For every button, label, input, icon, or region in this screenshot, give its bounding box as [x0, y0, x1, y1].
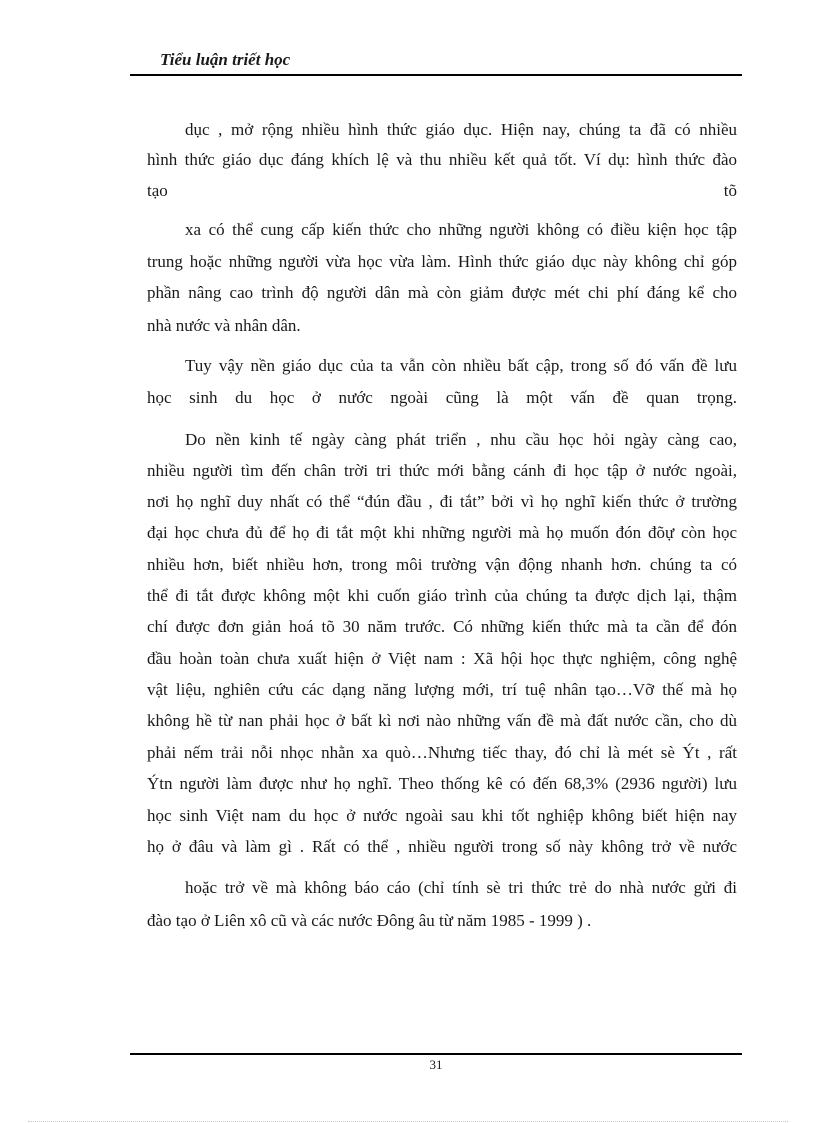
body-line-5: phần nâng cao trình độ người dân mà còn giảm được mét chi phí đáng kể cho [147, 283, 737, 302]
body-line-20: Ýtn người làm được như họ nghĩ. Theo thống kê có đến 68,3% (2936 người) lưu [147, 774, 737, 793]
body-line-9: Do nền kinh tế ngày càng phát triển , nhu cầu học hỏi ngày càng cao, [185, 430, 737, 449]
body-line-24: đào tạo ở Liên xô cũ và các nước Đông âu từ năm 1985 - 1999 ) . [147, 911, 592, 930]
body-line-12: đại học chưa đủ để họ đi tắt một khi những người mà họ muốn đón đõự còn học [147, 523, 737, 542]
body-line-22: họ ở đâu và làm gì . Rất có thể , nhiều người trong số này không trở về nước [147, 837, 737, 856]
body-line-3: xa có thể cung cấp kiến thức cho những người không có điều kiện học tập [185, 220, 737, 239]
body-line-1: dục , mở rộng nhiều hình thức giáo dục. Hiện nay, chúng ta đã có nhiều [185, 120, 737, 139]
body-line-4: trung hoặc những người vừa học vừa làm. Hình thức giáo dục này không chỉ góp [147, 252, 737, 271]
split-line-left: tạo [147, 181, 168, 200]
body-line-split [147, 181, 737, 201]
body-line-15: chí được đơn giản hoá tõ 30 năm trước. Có những kiến thức mà ta cần để đón [147, 617, 737, 636]
body-line-2: hình thức giáo dục đáng khích lệ và thu nhiều kết quả tốt. Ví dụ: hình thức đào [147, 150, 737, 169]
split-line-right: tõ [723, 181, 737, 200]
body-line-8: học sinh du học ở nước ngoài cũng là một vấn đề quan trọng. [147, 388, 737, 407]
body-line-11: nơi họ nghĩ duy nhất có thể “đún đầu , đi tắt” bởi vì họ nghĩ kiến thức ở trường [147, 492, 737, 511]
body-line-14: thể đi tắt được không một khi cuốn giáo trình của chúng ta được dịch lại, thậm [147, 586, 737, 605]
body-line-6: nhà nước và nhân dân. [147, 316, 301, 335]
body-line-21: học sinh Việt nam du học ở nước ngoài sau khi tốt nghiệp không biết hiện nay [147, 806, 737, 825]
body-line-17: vật liệu, nghiên cứu các dạng năng lượng mới, trí tuệ nhân tạo…Vỡ thế mà họ [147, 680, 737, 699]
page-header-title: Tiểu luận triết học [160, 50, 291, 69]
body-line-13: nhiều hơn, biết nhiều hơn, trong môi trường vận động nhanh hơn. chúng ta có [147, 555, 737, 574]
body-line-18: không hề từ nan phải học ở bất kì nơi nào những vấn đề mà đất nước cần, cho dù [147, 711, 737, 730]
body-line-19: phải nếm trải nỗi nhọc nhằn xa quò…Nhưng tiếc thay, đó chỉ là mét sè Ýt , rất [147, 743, 737, 762]
body-line-7: Tuy vậy nền giáo dục của ta vẫn còn nhiều bất cập, trong số đó vấn đề lưu [185, 356, 737, 375]
footer-rule [130, 1053, 742, 1055]
body-line-23: hoặc trở về mà không báo cáo (chỉ tính sè tri thức trẻ do nhà nước gửi đi [185, 878, 737, 897]
body-line-10: nhiều người tìm đến chân trời tri thức mới bằng cánh đi học tập ở nước ngoài, [147, 461, 737, 480]
body-line-16: đầu hoàn toàn chưa xuất hiện ở Việt nam : Xã hội học thực nghiệm, công nghệ [147, 649, 737, 668]
header-rule [130, 74, 742, 76]
page-bottom-dotted-border [28, 1121, 788, 1122]
page-number: 31 [429, 1057, 443, 1072]
